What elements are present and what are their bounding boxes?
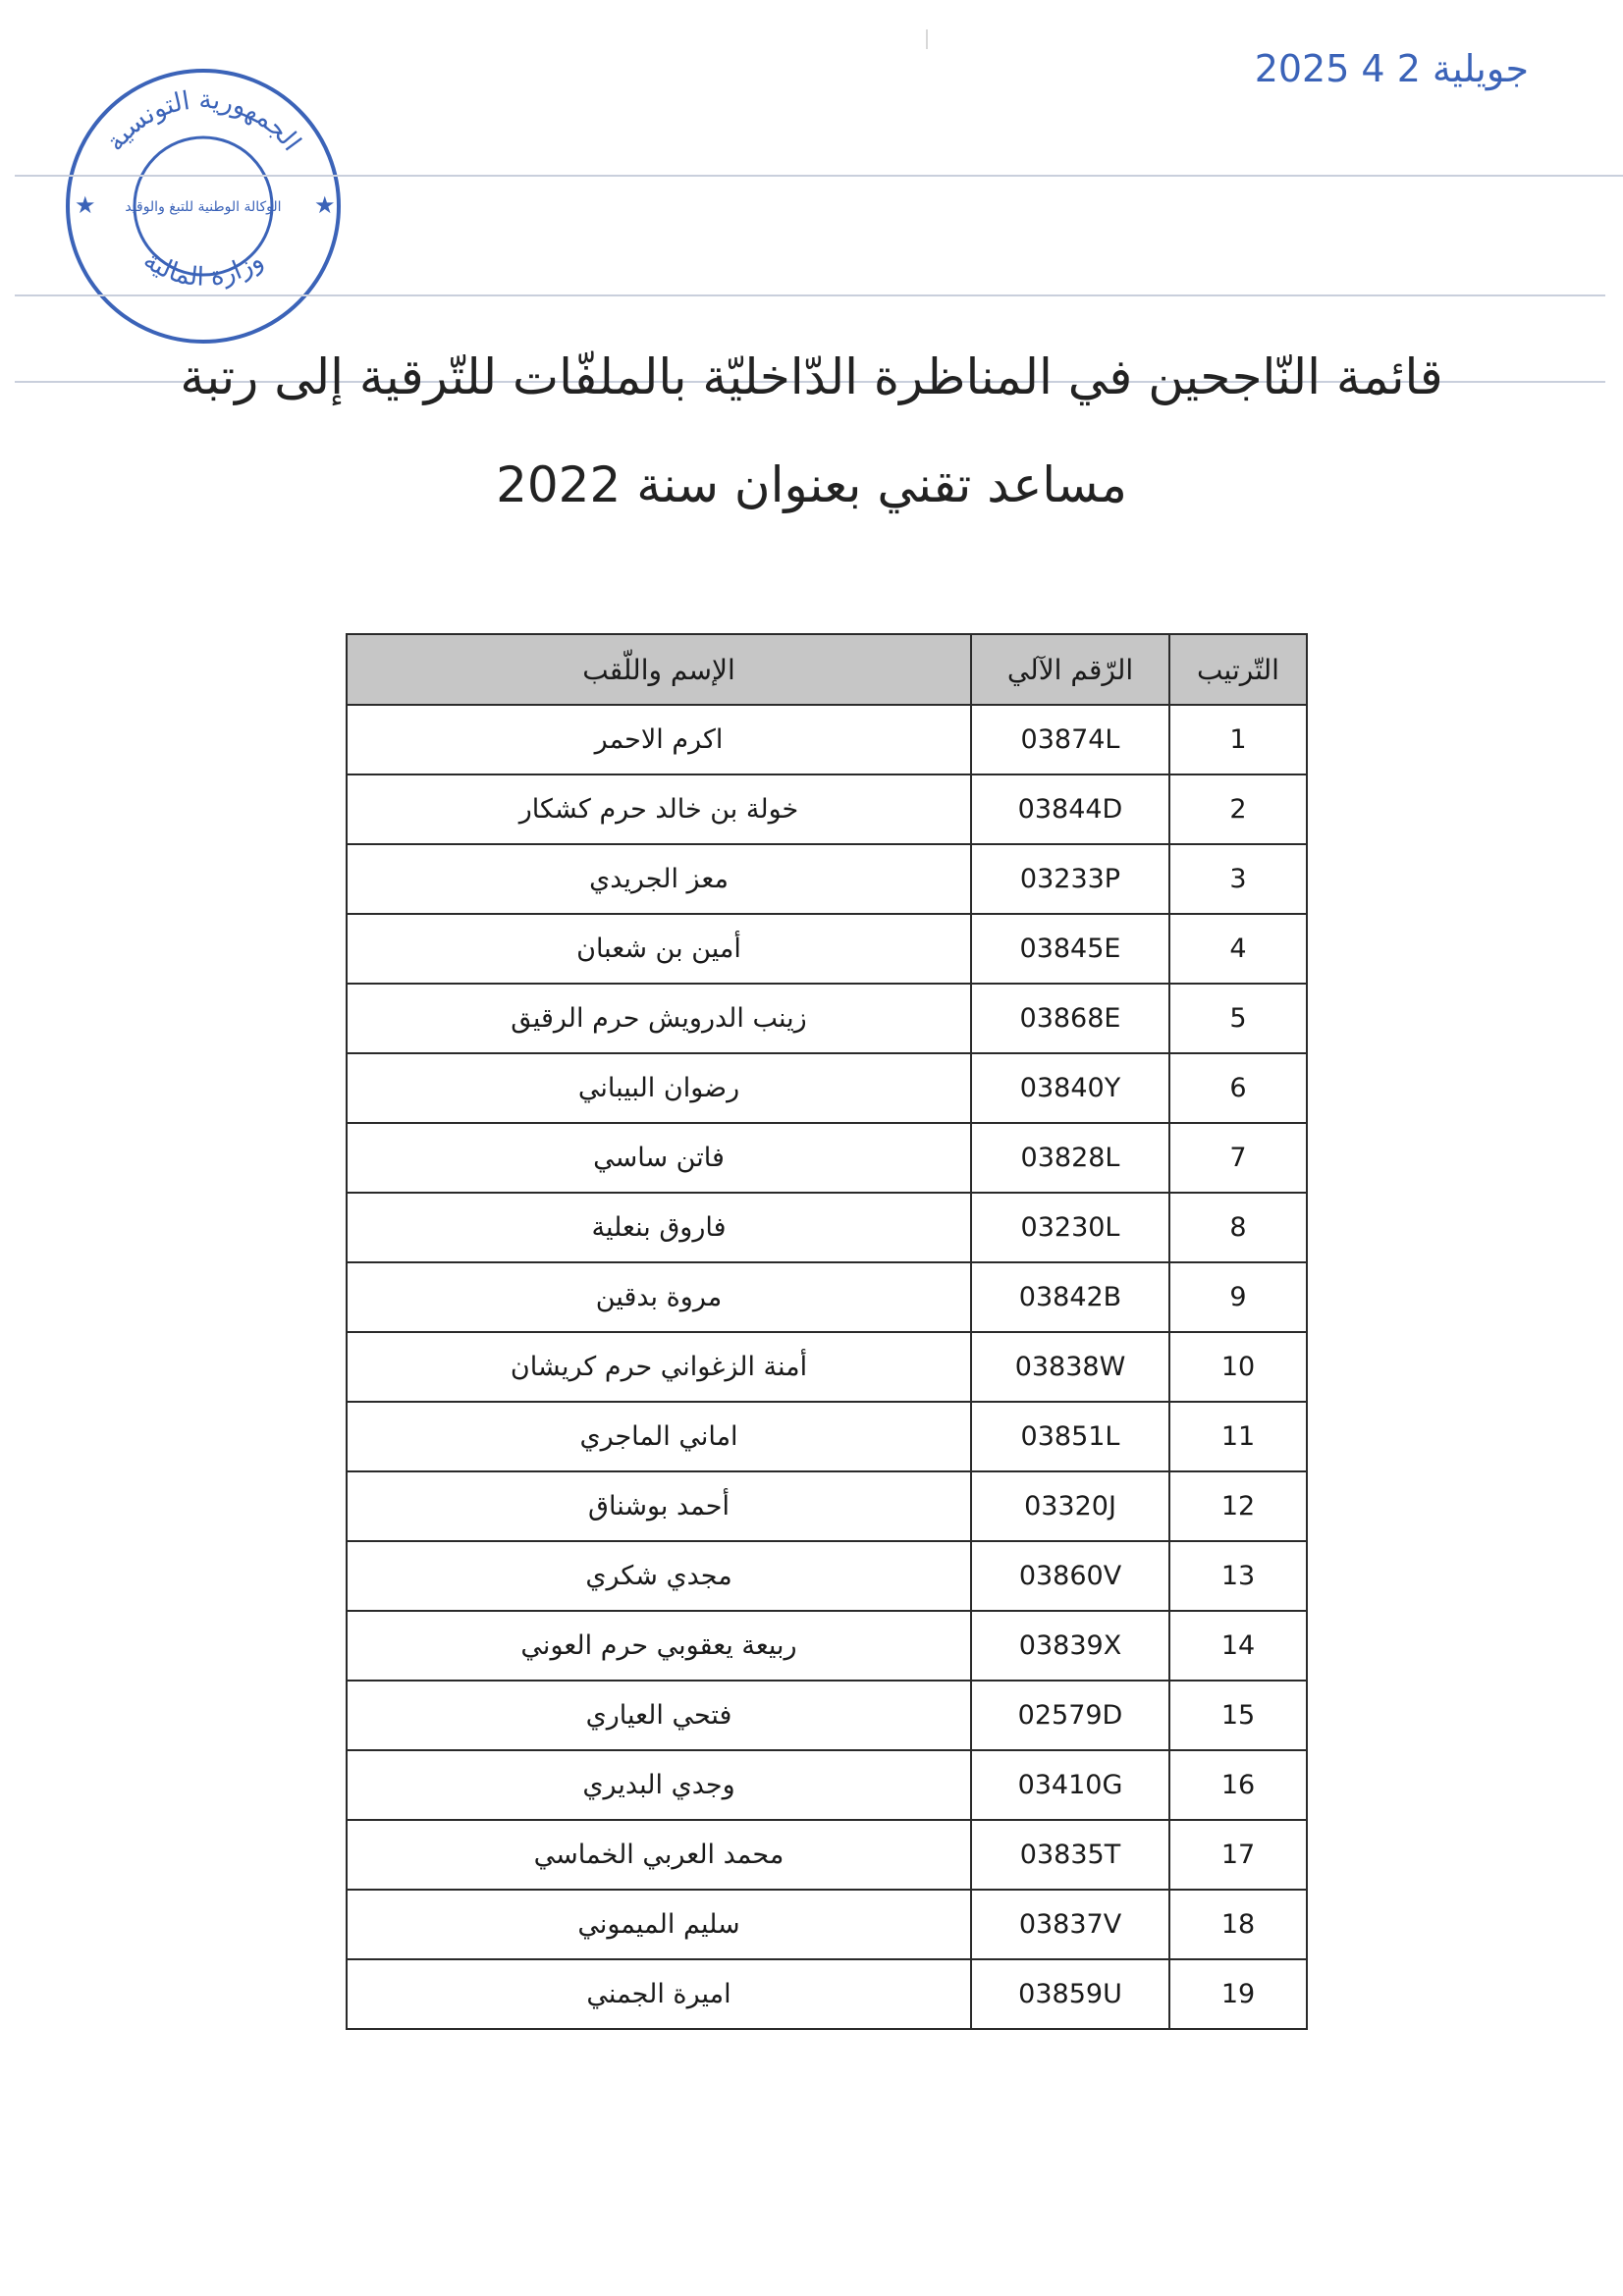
cell-rank: 2	[1169, 774, 1307, 844]
cell-rank: 11	[1169, 1402, 1307, 1471]
cell-name: أمنة الزغواني حرم كريشان	[347, 1332, 971, 1402]
cell-rank: 6	[1169, 1053, 1307, 1123]
cell-name: معز الجريدي	[347, 844, 971, 914]
cell-rank: 13	[1169, 1541, 1307, 1611]
cell-rank: 15	[1169, 1681, 1307, 1750]
table-row	[347, 1681, 1307, 1750]
cell-rank: 4	[1169, 914, 1307, 984]
cell-rank: 19	[1169, 1959, 1307, 2029]
cell-id: 03839X	[971, 1611, 1169, 1681]
cell-rank: 10	[1169, 1332, 1307, 1402]
table-row	[347, 914, 1307, 984]
table-row	[347, 1890, 1307, 1959]
divider-line	[15, 294, 1605, 296]
cell-name: زينب الدرويش حرم الرقيق	[347, 984, 971, 1053]
table-row	[347, 1123, 1307, 1193]
table-row	[347, 1262, 1307, 1332]
cell-name: وجدي البديري	[347, 1750, 971, 1820]
date-month: جويلية	[1432, 47, 1529, 90]
svg-text:★: ★	[75, 191, 96, 219]
table-row	[347, 1193, 1307, 1262]
cell-name: أحمد بوشناق	[347, 1471, 971, 1541]
table-row	[347, 1541, 1307, 1611]
document-date	[1249, 47, 1535, 90]
cell-id: 03230L	[971, 1193, 1169, 1262]
cell-name: اميرة الجمني	[347, 1959, 971, 2029]
cell-id: 03842B	[971, 1262, 1169, 1332]
header-id: الرّقم الآلي	[971, 634, 1169, 705]
table-row	[347, 1402, 1307, 1471]
header-rank: التّرتيب	[1169, 634, 1307, 705]
cell-rank: 1	[1169, 705, 1307, 774]
svg-text:وزارة المالية: وزارة المالية	[137, 245, 269, 293]
cell-name: سليم الميموني	[347, 1890, 971, 1959]
scan-mark	[926, 29, 928, 49]
svg-text:★: ★	[314, 191, 336, 219]
cell-rank: 8	[1169, 1193, 1307, 1262]
cell-name: اكرم الاحمر	[347, 705, 971, 774]
cell-id: 03874L	[971, 705, 1169, 774]
cell-name: مجدي شكري	[347, 1541, 971, 1611]
cell-name: فتحي العياري	[347, 1681, 971, 1750]
cell-name: مروة بدقين	[347, 1262, 971, 1332]
cell-rank: 3	[1169, 844, 1307, 914]
date-day: 2 4	[1361, 47, 1421, 90]
cell-id: 03844D	[971, 774, 1169, 844]
results-table	[346, 633, 1308, 2030]
cell-id: 03410G	[971, 1750, 1169, 1820]
table-row	[347, 1332, 1307, 1402]
cell-id: 02579D	[971, 1681, 1169, 1750]
cell-id: 03851L	[971, 1402, 1169, 1471]
table-row	[347, 1611, 1307, 1681]
date-year: 2025	[1254, 47, 1350, 90]
cell-id: 03859U	[971, 1959, 1169, 2029]
cell-rank: 16	[1169, 1750, 1307, 1820]
cell-rank: 9	[1169, 1262, 1307, 1332]
table-row	[347, 774, 1307, 844]
cell-id: 03860V	[971, 1541, 1169, 1611]
svg-text:الوكالة الوطنية للتبغ والوقيد: الوكالة الوطنية للتبغ والوقيد	[125, 199, 282, 215]
cell-name: اماني الماجري	[347, 1402, 971, 1471]
cell-name: فاتن ساسي	[347, 1123, 971, 1193]
cell-rank: 14	[1169, 1611, 1307, 1681]
page-title-line-2: مساعد تقني بعنوان سنة 2022	[496, 456, 1127, 513]
cell-id: 03835T	[971, 1820, 1169, 1890]
cell-id: 03837V	[971, 1890, 1169, 1959]
table-row	[347, 844, 1307, 914]
table-row	[347, 984, 1307, 1053]
cell-rank: 12	[1169, 1471, 1307, 1541]
table-row	[347, 705, 1307, 774]
table-row	[347, 1053, 1307, 1123]
cell-id: 03828L	[971, 1123, 1169, 1193]
cell-id: 03868E	[971, 984, 1169, 1053]
cell-name: محمد العربي الخماسي	[347, 1820, 971, 1890]
svg-text:الجمهورية التونسية: الجمهورية التونسية	[100, 84, 307, 157]
cell-rank: 17	[1169, 1820, 1307, 1890]
cell-id: 03233P	[971, 844, 1169, 914]
cell-rank: 18	[1169, 1890, 1307, 1959]
cell-rank: 7	[1169, 1123, 1307, 1193]
header-name: الإسم واللّقب	[347, 634, 971, 705]
table-row	[347, 1750, 1307, 1820]
official-stamp	[61, 64, 346, 348]
table-row	[347, 1471, 1307, 1541]
table-row	[347, 1959, 1307, 2029]
table-row	[347, 1820, 1307, 1890]
cell-name: رضوان البيباني	[347, 1053, 971, 1123]
cell-rank: 5	[1169, 984, 1307, 1053]
cell-name: خولة بن خالد حرم كشكار	[347, 774, 971, 844]
table-header-row	[347, 634, 1307, 705]
cell-name: أمين بن شعبان	[347, 914, 971, 984]
cell-id: 03838W	[971, 1332, 1169, 1402]
cell-name: ربيعة يعقوبي حرم العوني	[347, 1611, 971, 1681]
cell-id: 03320J	[971, 1471, 1169, 1541]
cell-name: فاروق بنعلية	[347, 1193, 971, 1262]
page-title-line-1: قائمة النّاجحين في المناظرة الدّاخليّة بالملفّات للتّرقية إلى رتبة	[180, 348, 1443, 405]
divider-line	[15, 175, 1623, 177]
cell-id: 03840Y	[971, 1053, 1169, 1123]
cell-id: 03845E	[971, 914, 1169, 984]
